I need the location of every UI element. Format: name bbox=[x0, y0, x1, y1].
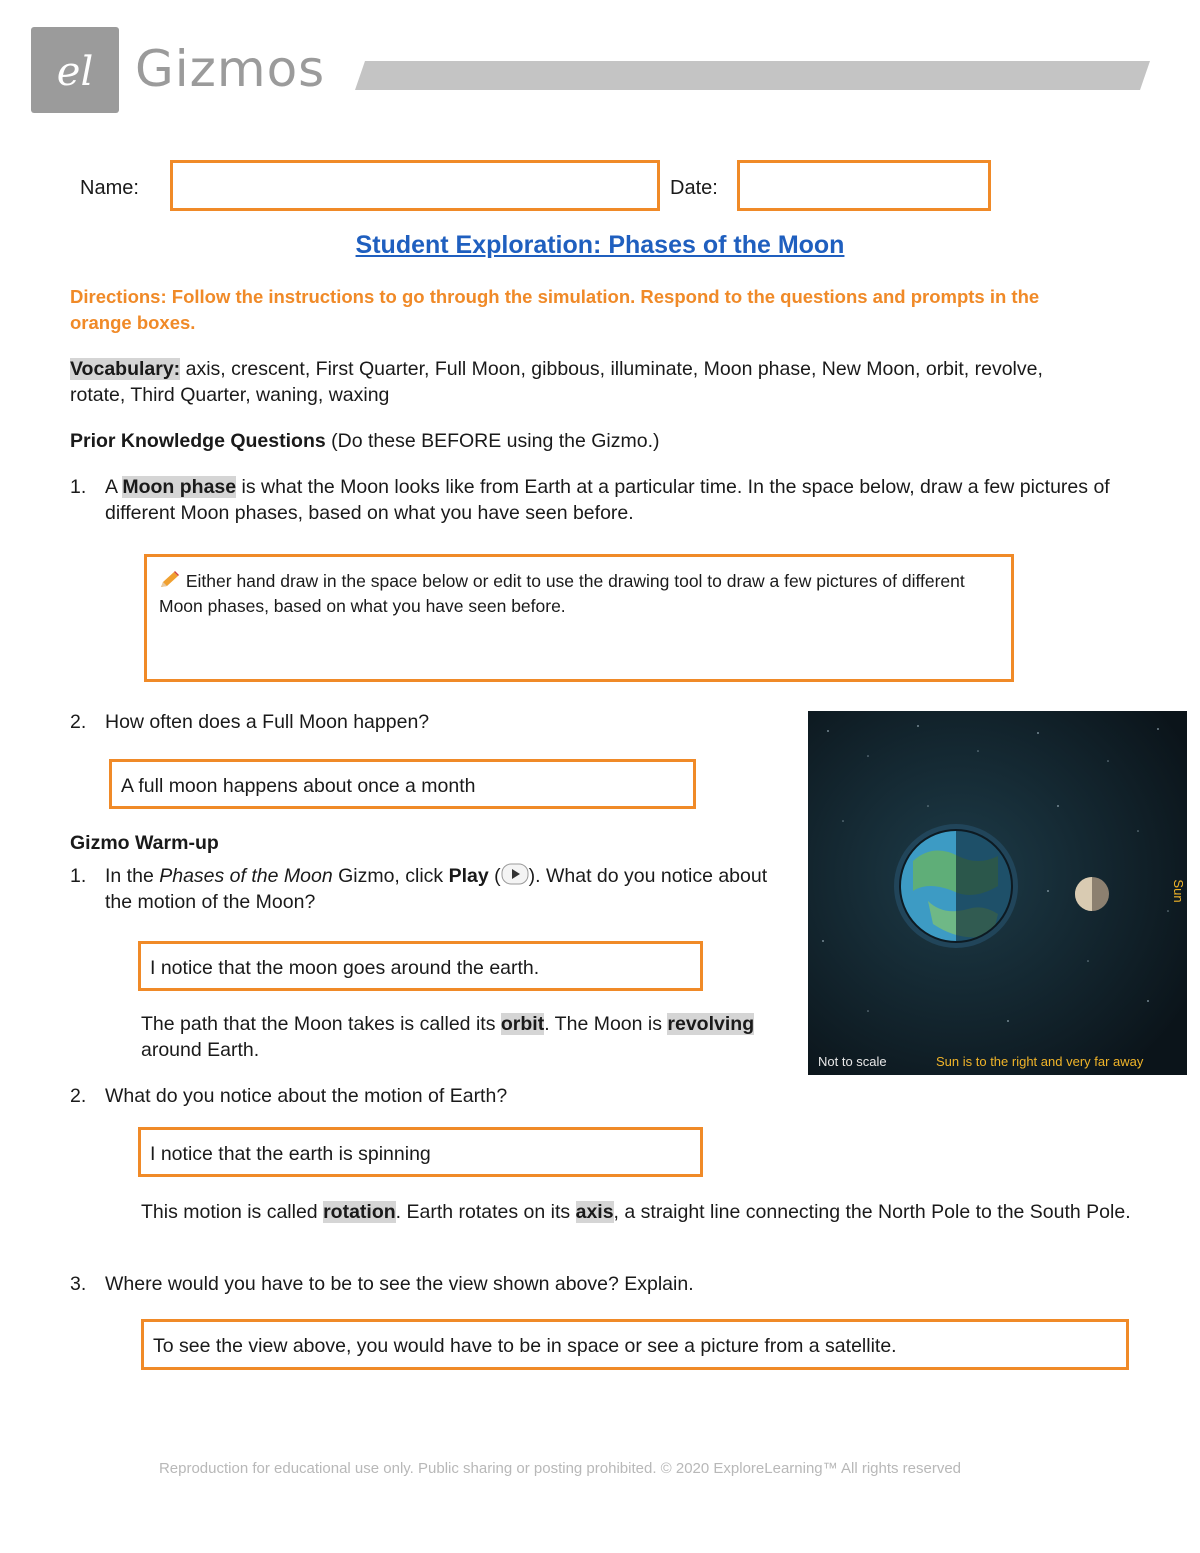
earth-moon-view bbox=[808, 711, 1187, 1075]
directions-text: Directions: Follow the instructions to go through the simulation. Respond to the questions and prompts in the orange boxes. bbox=[70, 286, 1040, 333]
prior-knowledge-heading-row bbox=[70, 428, 660, 454]
date-label: Date: bbox=[670, 177, 718, 199]
warmup-q1-play-label: Play bbox=[448, 865, 489, 887]
logo-mark-icon bbox=[31, 27, 119, 113]
warmup-q1-followup-mid: . The Moon is bbox=[544, 1013, 662, 1035]
vocabulary-label: Vocabulary: bbox=[70, 358, 181, 380]
prior-knowledge-heading: Prior Knowledge Questions bbox=[70, 430, 326, 452]
pk-q2-number: 2. bbox=[70, 711, 87, 733]
vocabulary bbox=[70, 356, 1100, 408]
warmup-q1-answer: I notice that the moon goes around the earth. bbox=[150, 957, 540, 979]
date-field[interactable] bbox=[737, 160, 991, 211]
warmup-q2-number: 2. bbox=[70, 1085, 87, 1107]
sun-direction-note: Sun is to the right and very far away bbox=[936, 1054, 1144, 1069]
page-title: Student Exploration: Phases of the Moon bbox=[355, 231, 845, 259]
brand-name: Gizmos bbox=[135, 40, 326, 98]
warmup-q1-followup-post: around Earth. bbox=[141, 1039, 260, 1061]
warmup-q1-post: ). What do you notice about the motion of the Moon? bbox=[105, 865, 768, 913]
warmup-q2-followup-pre: This motion is called bbox=[141, 1201, 318, 1223]
warmup-q2-answer-box[interactable] bbox=[138, 1127, 703, 1177]
pk-q1-text bbox=[105, 474, 1125, 526]
warmup-q2-followup-post: , a straight line connecting the North Pole to the South Pole. bbox=[613, 1201, 1131, 1223]
warmup-q1-followup bbox=[141, 1011, 781, 1063]
moon bbox=[1075, 877, 1109, 911]
warmup-q2-answer: I notice that the earth is spinning bbox=[150, 1143, 431, 1165]
pk-q2-answer-box[interactable] bbox=[109, 759, 696, 809]
explorelearning-logo bbox=[31, 27, 119, 113]
warmup-q1-answer-box[interactable] bbox=[138, 941, 703, 991]
pk-q2-question: How often does a Full Moon happen? bbox=[105, 711, 430, 733]
warmup-q1-pre: In the bbox=[105, 865, 154, 887]
not-to-scale-label: Not to scale bbox=[818, 1054, 887, 1069]
warmup-q3-answer-box[interactable] bbox=[141, 1319, 1129, 1370]
warmup-q2-followup bbox=[141, 1199, 1131, 1225]
warmup-q1-mid: Gizmo, click bbox=[338, 865, 444, 887]
header-stripe bbox=[355, 61, 1150, 90]
warmup-q1-number: 1. bbox=[70, 865, 87, 887]
warmup-q1-text: In the Phases of the Moon Gizmo, click Play ( ). What do you notice about the motion of the Moon? bbox=[105, 865, 768, 913]
warmup-q3-question: Where would you have to be to see the view shown above? Explain. bbox=[105, 1273, 694, 1295]
warmup-q1-term-revolving: revolving bbox=[667, 1013, 755, 1035]
pk-q1-pre: A bbox=[105, 476, 117, 498]
gizmo-simulation-image bbox=[808, 711, 1187, 1075]
warmup-q2-question: What do you notice about the motion of Earth? bbox=[105, 1085, 508, 1107]
pk-q1-number: 1. bbox=[70, 476, 87, 498]
play-button-icon[interactable] bbox=[501, 865, 529, 887]
warmup-q2-followup-mid: . Earth rotates on its bbox=[395, 1201, 571, 1223]
vocabulary-terms: axis, crescent, First Quarter, Full Moon, gibbous, illuminate, Moon phase, New Moon, orbit, revolve, rotate, Third Quarter, waning, waxing bbox=[70, 358, 1043, 406]
svg-text:el: el bbox=[56, 49, 94, 95]
pk-q1-answer-box[interactable] bbox=[144, 554, 1014, 682]
warmup-q2-term-rotation: rotation bbox=[323, 1201, 396, 1223]
copyright-footer: Reproduction for educational use only. Public sharing or posting prohibited. © 2020 ExploreLearning™ All rights reserved bbox=[158, 1460, 962, 1477]
sun-label: Sun bbox=[1171, 879, 1186, 903]
pencil-icon bbox=[159, 571, 186, 591]
warmup-q3-number: 3. bbox=[70, 1273, 87, 1295]
warmup-heading: Gizmo Warm-up bbox=[70, 832, 219, 854]
pk-q1-term: Moon phase bbox=[122, 476, 237, 498]
warmup-q1-term-orbit: orbit bbox=[500, 1013, 545, 1035]
name-label: Name: bbox=[80, 177, 139, 199]
warmup-q1-followup-pre: The path that the Moon takes is called its bbox=[141, 1013, 496, 1035]
warmup-q3-answer: To see the view above, you would have to be in space or see a picture from a satellite. bbox=[153, 1335, 897, 1357]
pk-q1-answer-prompt: Either hand draw in the space below or edit to use the drawing tool to draw a few pictures of different Moon phases, based on what you have seen before. bbox=[159, 571, 965, 616]
pk-q1-post: is what the Moon looks like from Earth at a particular time. In the space below, draw a few pictures of different Moon phases, based on what you have seen before. bbox=[105, 476, 1110, 524]
pk-q2-answer: A full moon happens about once a month bbox=[121, 775, 476, 797]
warmup-q2-term-axis: axis bbox=[575, 1201, 614, 1223]
warmup-q1-gizmo-name: Phases of the Moon bbox=[159, 865, 333, 887]
name-field[interactable] bbox=[170, 160, 660, 211]
prior-knowledge-note: (Do these BEFORE using the Gizmo.) bbox=[331, 430, 660, 452]
